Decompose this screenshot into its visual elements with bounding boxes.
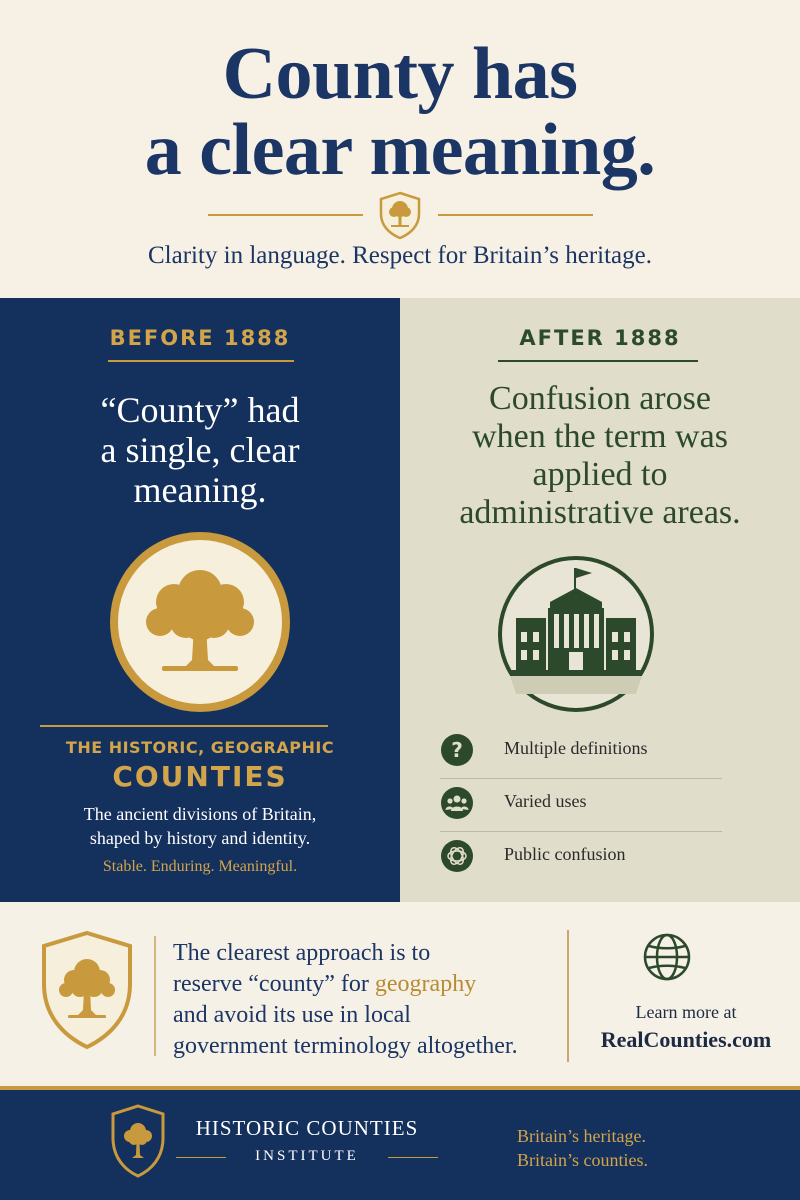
cta-separator-left (154, 936, 156, 1056)
after-heading-line-1: Confusion arose (489, 380, 711, 417)
org-subtitle: INSTITUTE (255, 1148, 359, 1164)
before-eyebrow: BEFORE 1888 (109, 326, 291, 350)
cta-line-4: government terminology altogether. (173, 1033, 518, 1059)
after-1888-panel (400, 298, 800, 902)
before-heading-line-1: “County” had (100, 390, 300, 430)
feature-label: Varied uses (504, 791, 587, 811)
before-heading (0, 390, 400, 510)
feature-label: Public confusion (504, 844, 626, 864)
people-group-icon (440, 786, 474, 820)
headline-line-1: County has (222, 33, 578, 115)
footer-rule-right (388, 1157, 438, 1158)
header-divider (0, 190, 800, 240)
cta-line-1: The clearest approach is to (173, 940, 431, 966)
cta-highlight: geography (374, 971, 477, 997)
website-link[interactable]: RealCounties.com (600, 1027, 772, 1052)
cta-line-2-text: reserve “county” for (173, 971, 375, 997)
before-description-line-2: shaped by history and identity. (89, 828, 311, 848)
feature-item-varied-uses (440, 779, 722, 832)
before-gold-rule (40, 725, 328, 727)
before-heading-line-3: meaning. (133, 470, 267, 510)
before-description (40, 802, 360, 850)
footer-tagline-line-1: Britain’s heritage. (517, 1126, 646, 1146)
divider-line-left (208, 214, 363, 216)
after-heading-line-3: applied to (532, 456, 668, 493)
cta-line-3: and avoid its use in local (173, 1002, 411, 1028)
learn-more-label: Learn more at (635, 1002, 737, 1022)
government-building-icon (496, 554, 656, 714)
before-tagline: Stable. Enduring. Meaningful. (102, 858, 298, 875)
org-subtitle-row (176, 1148, 438, 1168)
after-feature-list (440, 726, 722, 885)
feature-item-multiple-definitions (440, 726, 722, 779)
before-heading-line-2: a single, clear (100, 430, 300, 470)
header (0, 0, 800, 298)
headline-line-2: a clear meaning. (144, 109, 656, 191)
before-1888-panel (0, 298, 400, 902)
svg-text:?: ? (451, 738, 463, 762)
before-description-line-1: The ancient divisions of Britain, (83, 804, 317, 824)
footer-tagline-line-2: Britain’s counties. (517, 1150, 648, 1170)
after-eyebrow-rule (498, 360, 698, 362)
tree-shield-icon (110, 1104, 166, 1178)
headline (0, 33, 800, 191)
tree-shield-icon (40, 930, 134, 1050)
header-tagline: Clarity in language. Respect for Britain’s heritage. (147, 242, 653, 269)
cta-separator-right (567, 930, 569, 1062)
after-heading-line-4: administrative areas. (459, 494, 741, 531)
question-mark-icon (440, 733, 474, 767)
divider-line-right (438, 214, 593, 216)
cta-section (0, 902, 800, 1086)
before-subtitle-large: COUNTIES (112, 760, 288, 793)
org-name: HISTORIC COUNTIES (195, 1116, 419, 1140)
cta-message (173, 938, 558, 1062)
feature-item-public-confusion (440, 832, 722, 885)
tangle-icon (440, 839, 474, 873)
footer (0, 1086, 800, 1200)
before-eyebrow-rule (108, 360, 294, 362)
oak-tree-icon (108, 530, 292, 714)
after-heading (400, 380, 800, 532)
feature-label: Multiple definitions (504, 738, 648, 758)
after-eyebrow: AFTER 1888 (519, 326, 681, 350)
before-subtitle-small: THE HISTORIC, GEOGRAPHIC (65, 738, 335, 757)
tree-shield-icon (375, 190, 425, 240)
cta-line-2 (173, 969, 558, 1000)
globe-icon[interactable] (642, 932, 692, 982)
after-heading-line-2: when the term was (472, 418, 728, 455)
